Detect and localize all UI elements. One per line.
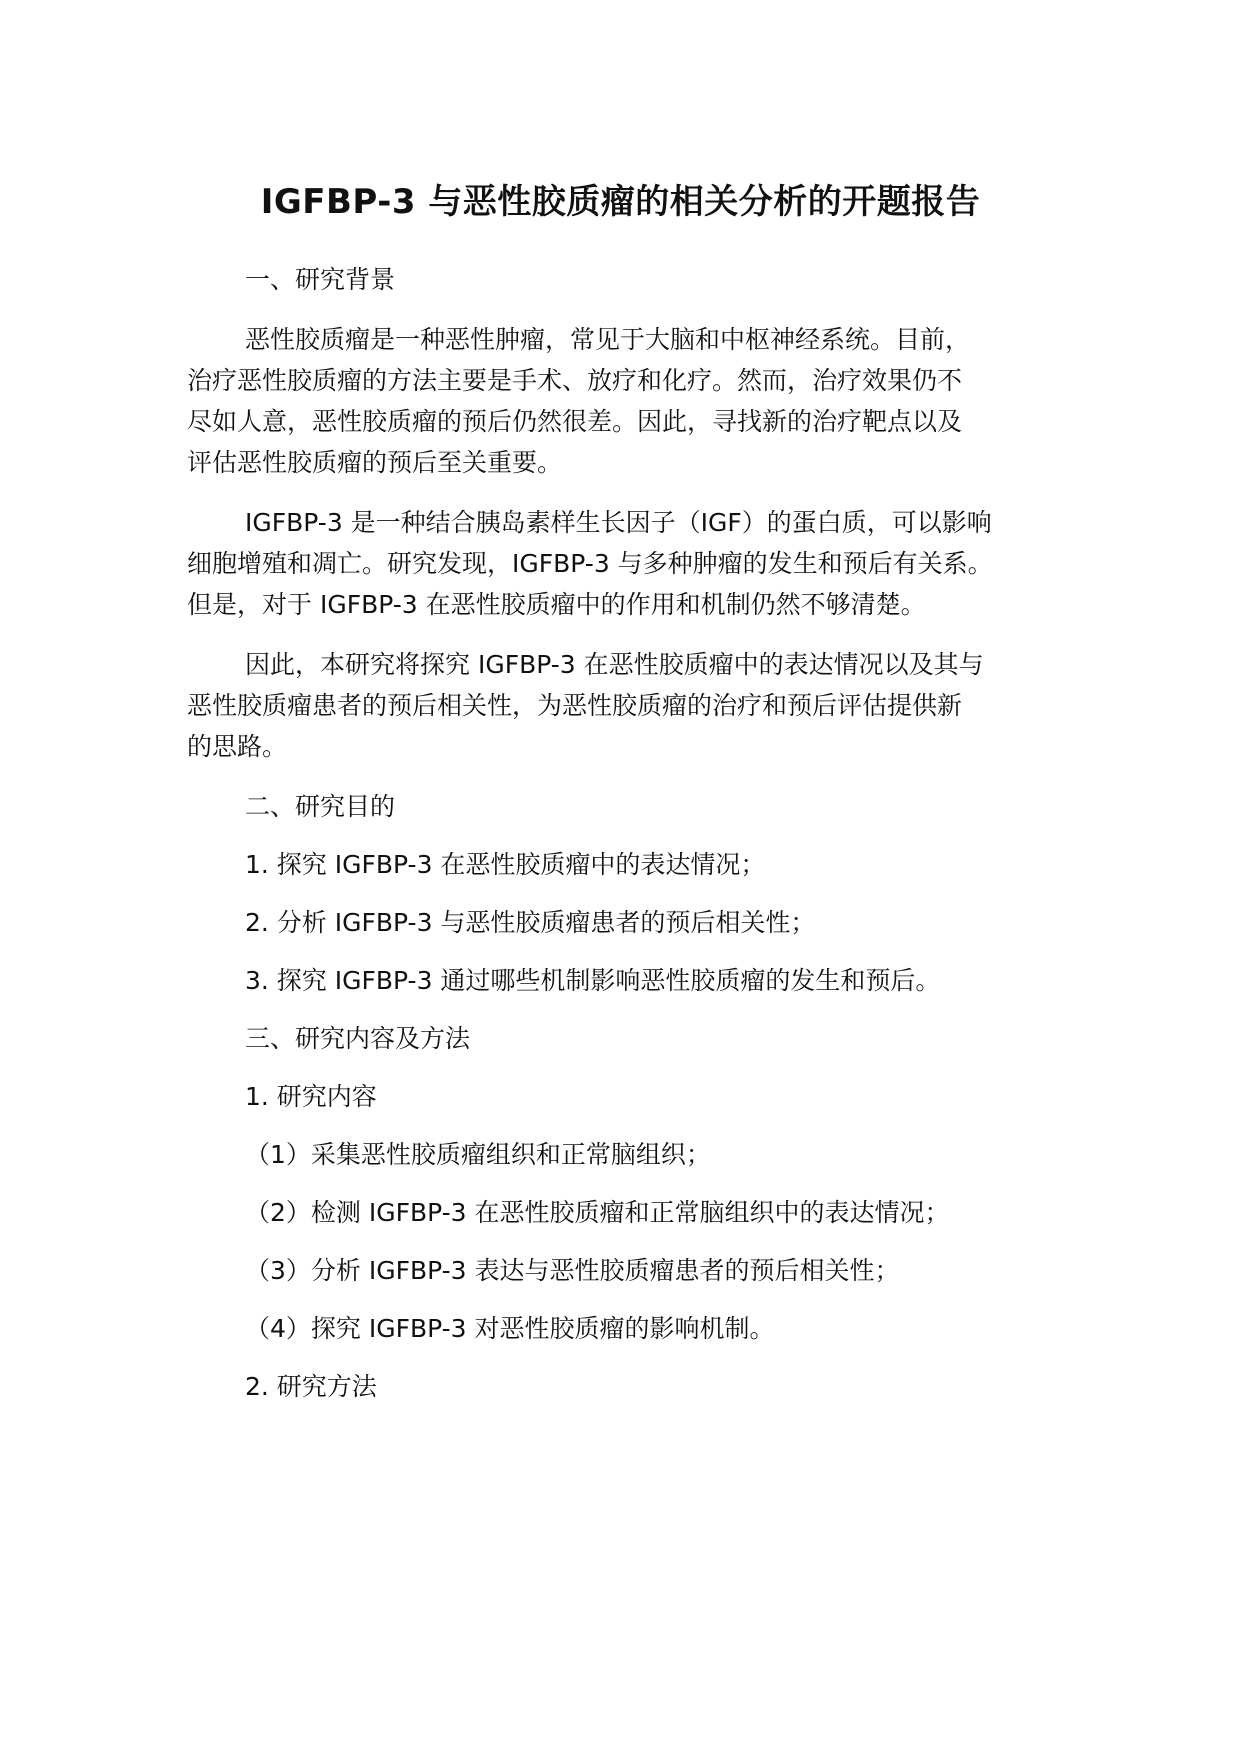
list-item: （3）分析 IGFBP-3 表达与恶性胶质瘤患者的预后相关性；: [245, 1256, 900, 1285]
paragraph-line: IGFBP-3 是一种结合胰岛素样生长因子（IGF）的蛋白质，可以影响: [245, 508, 992, 537]
paragraph-line: 因此，本研究将探究 IGFBP-3 在恶性胶质瘤中的表达情况以及其与: [245, 650, 984, 679]
section-heading-background: 一、研究背景: [245, 265, 396, 294]
list-item: 1. 探究 IGFBP-3 在恶性胶质瘤中的表达情况；: [245, 850, 766, 879]
paragraph-line: 细胞增殖和凋亡。研究发现，IGFBP-3 与多种肿瘤的发生和预后有关系。: [187, 549, 993, 578]
section-heading-content-methods: 三、研究内容及方法: [245, 1024, 471, 1053]
paragraph-line: 治疗恶性胶质瘤的方法主要是手术、放疗和化疗。然而，治疗效果仍不: [187, 366, 963, 395]
section-heading-objectives: 二、研究目的: [245, 792, 396, 821]
paragraph-line: 恶性胶质瘤患者的预后相关性，为恶性胶质瘤的治疗和预后评估提供新: [187, 691, 963, 720]
subsection-heading: 2. 研究方法: [245, 1372, 377, 1401]
paragraph-line: 评估恶性胶质瘤的预后至关重要。: [187, 448, 563, 477]
list-item: （4）探究 IGFBP-3 对恶性胶质瘤的影响机制。: [245, 1314, 775, 1343]
list-item: 3. 探究 IGFBP-3 通过哪些机制影响恶性胶质瘤的发生和预后。: [245, 966, 941, 995]
paragraph-line: 尽如人意，恶性胶质瘤的预后仍然很差。因此，寻找新的治疗靶点以及: [187, 407, 963, 436]
paragraph-line: 但是，对于 IGFBP-3 在恶性胶质瘤中的作用和机制仍然不够清楚。: [187, 590, 926, 619]
subsection-heading: 1. 研究内容: [245, 1082, 377, 1111]
list-item: （2）检测 IGFBP-3 在恶性胶质瘤和正常脑组织中的表达情况；: [245, 1198, 950, 1227]
list-item: 2. 分析 IGFBP-3 与恶性胶质瘤患者的预后相关性；: [245, 908, 816, 937]
document-title: IGFBP-3 与恶性胶质瘤的相关分析的开题报告: [260, 182, 981, 222]
paragraph-line: 的思路。: [187, 732, 288, 761]
paragraph-line: 恶性胶质瘤是一种恶性肿瘤，常见于大脑和中枢神经系统。目前，: [245, 325, 971, 354]
list-item: （1）采集恶性胶质瘤组织和正常脑组织；: [245, 1140, 711, 1169]
